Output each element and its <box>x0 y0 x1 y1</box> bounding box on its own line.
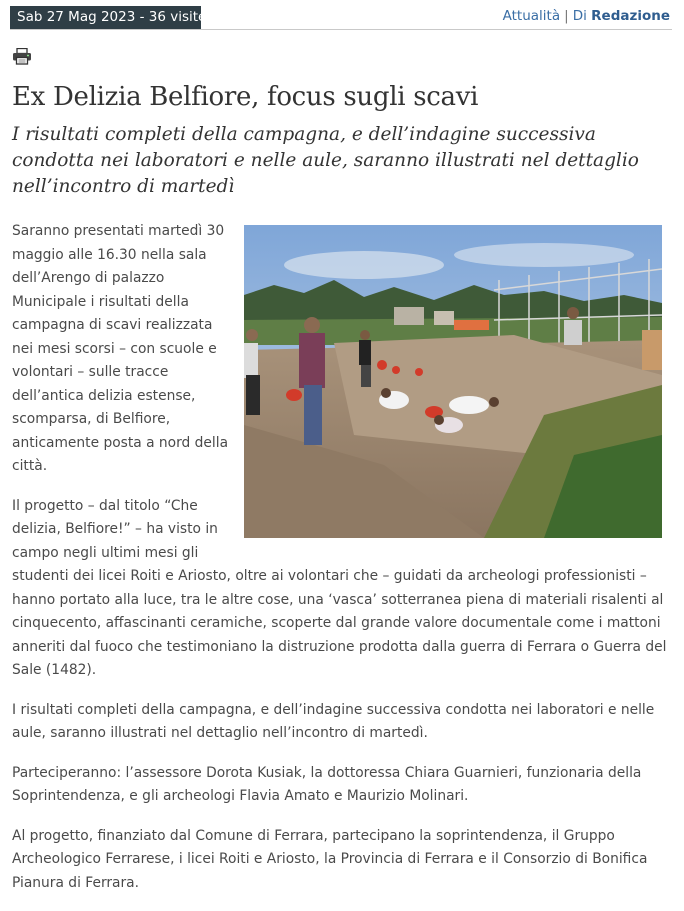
article-body <box>12 220 672 911</box>
author-prefix: Di <box>572 8 587 24</box>
paragraph-2: Il progetto – dal titolo “Che delizia, Belfiore!” – ha visto in campo negli ultimi mesi gli studenti dei licei Roiti e Ariosto, oltre ai volontari che – guidati da archeologi professionisti – hanno portato alla luce, tra le altre cose, una ‘vasca’ sotterranea piena di materiali risalenti al cinquecento, affascinanti ceramiche, scoperte dal grande valore documentale come i mattoni anneriti dal fuoco che testimoniano la distruzione prodotta dalla guerra di Ferrara o Guerra del Sale (1482). <box>12 497 667 678</box>
meta-separator: | <box>564 8 569 24</box>
paragraph-3: I risultati completi della campagna, e dell’indagine successiva condotta nei laboratori e nelle aule, saranno illustrati nel dettaglio nell’incontro di martedì. <box>12 701 655 741</box>
category-link[interactable]: Attualità <box>502 8 561 24</box>
paragraph-1: Saranno presentati martedì 30 maggio alle 16.30 nella sala dell’Arengo di palazzo Municipale i risultati della campagna di scavi realizzata nei mesi scorsi – con scuole e volontari – sulle tracce dell’antica delizia estense, scomparsa, di Belfiore, anticamente posta a nord della città. <box>12 223 229 474</box>
article-subtitle: I risultati completi della campagna, e dell’indagine successiva condotta nei laboratori e nelle aule, saranno illustrati nel dettaglio nell’incontro di martedì <box>12 124 639 197</box>
date-views-badge: Sab 27 Mag 2023 - 36 visite <box>10 6 201 29</box>
excavation-photo <box>244 225 662 538</box>
header-divider <box>10 29 672 30</box>
article-meta <box>503 8 670 24</box>
printer-icon[interactable] <box>12 48 32 65</box>
paragraph-5: Al progetto, finanziato dal Comune di Ferrara, partecipano la soprintendenza, il Gruppo Archeologico Ferrarese, i licei Roiti e Ariosto, la Provincia di Ferrara e il Consorzio di Bonifica Pianura di Ferrara. <box>12 827 648 891</box>
article-title: Ex Delizia Belfiore, focus sugli scavi <box>12 82 479 112</box>
author-link[interactable]: Redazione <box>591 8 670 24</box>
paragraph-4: Parteciperanno: l’assessore Dorota Kusiak, la dottoressa Chiara Guarnieri, funzionaria della Soprintendenza, e gli archeologi Flavia Amato e Maurizio Molinari. <box>12 764 642 804</box>
